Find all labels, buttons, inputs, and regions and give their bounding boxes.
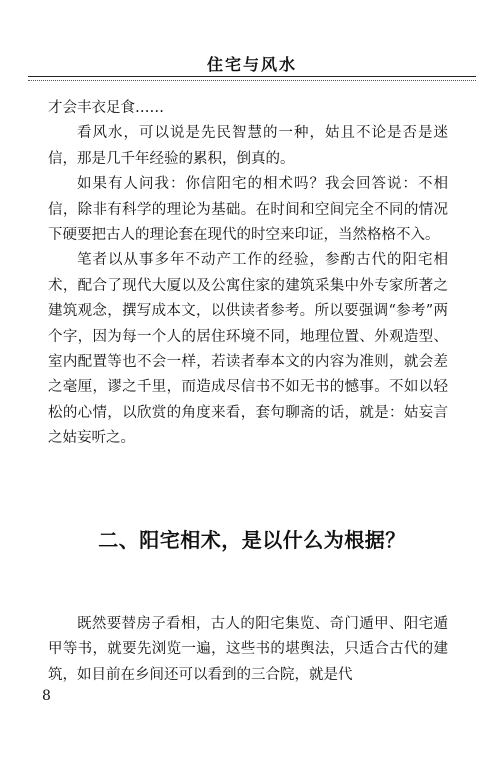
paragraph-author: 笔者以从事多年不动产工作的经验，参酌古代的阳宅相术，配合了现代大厦以及公寓住家的建筑采集中外专家所著之建筑观念，撰写成本文，以供读者参考。所以要强调“参考”两个字，因为每一个人的居住环境不同，地理位置、外观造型、室内配置等也不会一样，若读者奉本文的内容为准则，就会差之毫厘，谬之千里，而造成尽信书不如无书的憾事。不如以轻松的心情，以欣赏的角度来看，套句聊斋的话，就是：姑妄言之姑妄听之。 (48, 252, 448, 447)
page-number: 8 (42, 688, 51, 704)
header-rule (28, 76, 476, 77)
paragraph-fengshui: 看风水，可以说是先民智慧的一种，姑且不论是否是迷信，那是几千年经验的累积，倒真的。 (48, 125, 448, 167)
body-text (48, 96, 448, 452)
paragraph-continuation: 才会丰衣足食…… (48, 100, 164, 116)
paragraph-section-intro: 既然要替房子看相，古人的阳宅集览、奇门遁甲、阳宅遁甲等书，就要先浏览一遍，这些书的堪舆法，只适合古代的建筑，如目前在乡间还可以看到的三合院，就是代 (48, 616, 448, 683)
running-head: 住宅与风水 (206, 55, 297, 74)
paragraph-question: 如果有人问我：你信阳宅的相术吗？我会回答说：不相信，除非有科学的理论为基础。在时间和空间完全不同的情况下硬要把古人的理论套在现代的时空来印证，当然格格不入。 (48, 176, 448, 244)
section-body (48, 612, 448, 688)
section-title: 二、阳宅相术，是以什么为根据？ (98, 528, 406, 552)
header-rule-secondary (28, 80, 476, 81)
